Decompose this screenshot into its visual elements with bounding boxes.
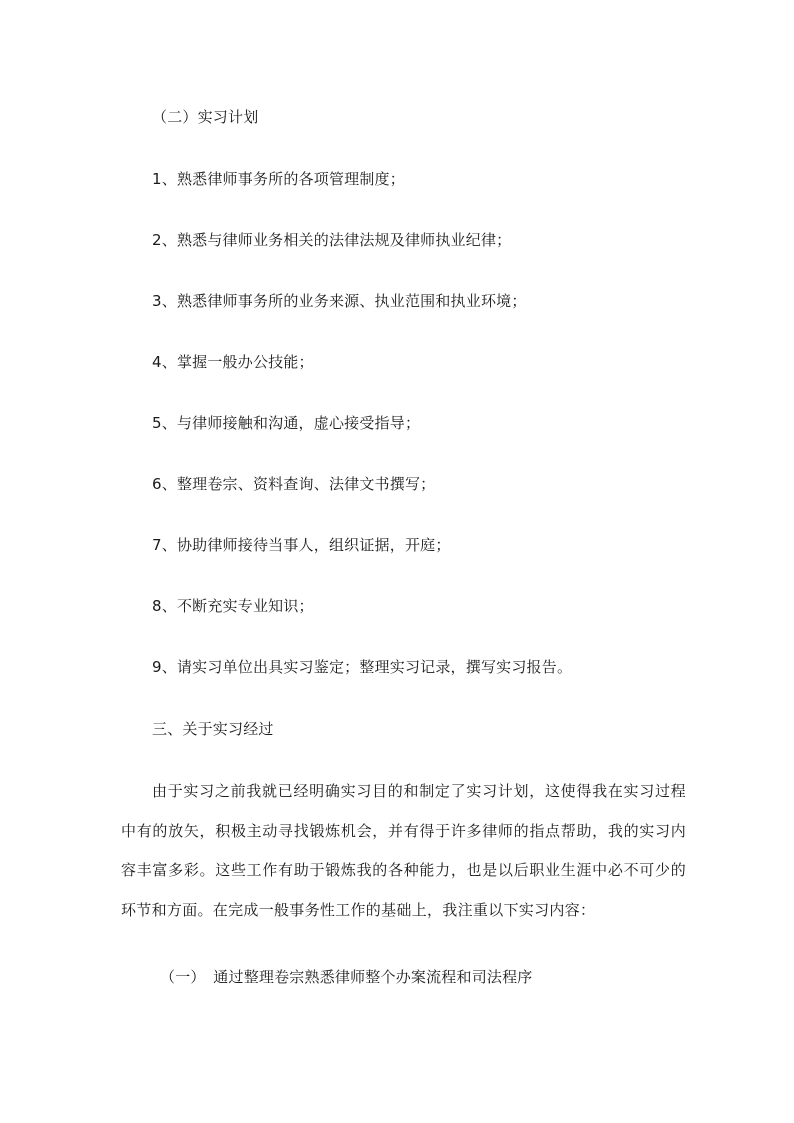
plan-item-7: 7、协助律师接待当事人，组织证据，开庭；	[152, 536, 451, 554]
plan-item-1: 1、熟悉律师事务所的各项管理制度；	[152, 170, 405, 188]
subsection-one-heading: （一） 通过整理卷宗熟悉律师整个办案流程和司法程序	[160, 968, 533, 986]
plan-item-2: 2、熟悉与律师业务相关的法律法规及律师执业纪律；	[152, 231, 512, 249]
section-three-paragraph: 由于实习之前我就已经明确实习目的和制定了实习计划，这使得我在实习过程中有的放矢，积极主动寻找锻炼机会，并有得于许多律师的指点帮助，我的实习内容丰富多彩。这些工作有助于锻炼我的各种能力，也是以后职业生涯中必不可少的环节和方面。在完成一般事务性工作的基础上，我注重以下实习内容：	[121, 782, 686, 919]
plan-item-9: 9、请实习单位出具实习鉴定；整理实习记录，撰写实习报告。	[152, 658, 573, 676]
section-three-heading: 三、关于实习经过	[152, 720, 274, 738]
plan-item-5: 5、与律师接触和沟通，虚心接受指导；	[152, 414, 421, 432]
plan-item-4: 4、掌握一般办公技能；	[152, 353, 314, 371]
plan-section-heading: （二）实习计划	[152, 108, 259, 126]
plan-item-6: 6、整理卷宗、资料查询、法律文书撰写；	[152, 475, 436, 493]
plan-item-8: 8、不断充实专业知识；	[152, 597, 314, 615]
plan-item-3: 3、熟悉律师事务所的业务来源、执业范围和执业环境；	[152, 292, 527, 310]
